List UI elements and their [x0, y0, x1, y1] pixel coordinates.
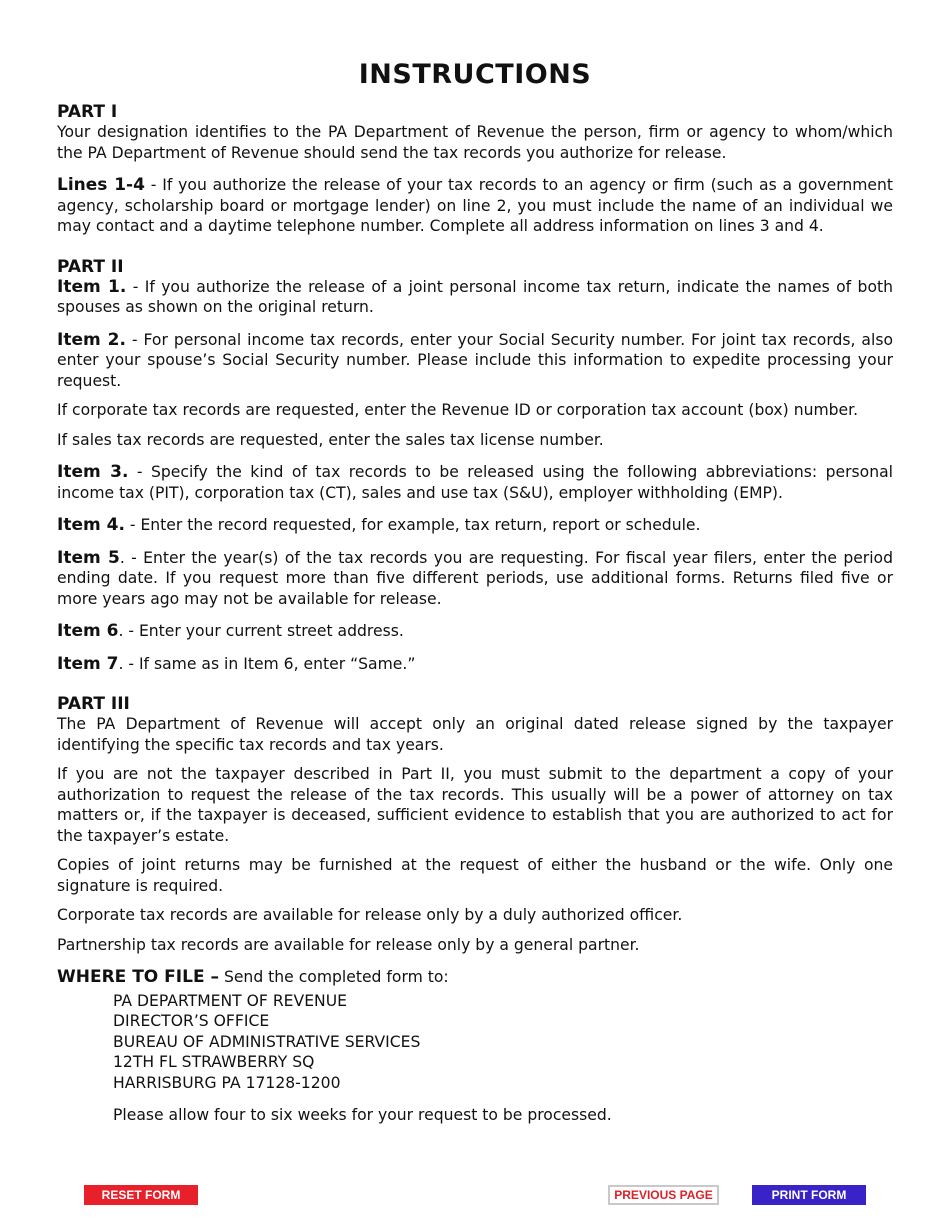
part3-paragraph: The PA Department of Revenue will accept only an original dated release signed by the taxpayer identifying the specific tax records and tax years.	[57, 715, 893, 754]
lines-label: Lines 1-4	[57, 175, 145, 195]
item-label: Item 3.	[57, 462, 129, 482]
item-7	[57, 654, 893, 675]
where-to-file-text: Send the completed form to:	[218, 968, 449, 986]
item-3	[57, 462, 893, 503]
item-6	[57, 621, 893, 642]
previous-page-button[interactable]: PREVIOUS PAGE	[608, 1185, 719, 1205]
item-text: . - If same as in Item 6, enter “Same.”	[118, 654, 416, 673]
part3-paragraph: Copies of joint returns may be furnished at the request of either the husband or the wife. Only one signature is required.	[57, 856, 893, 895]
item-2	[57, 330, 893, 392]
lines-text: - If you authorize the release of your tax records to an agency or firm (such as a government agency, scholarship board or mortgage lender) on line 2, you must include the name of an individual we may contact and a daytime telephone number. Complete all address information on lines 3 and 4.	[57, 176, 894, 235]
address-line: DIRECTOR’S OFFICE	[113, 1012, 270, 1030]
reset-form-button[interactable]: RESET FORM	[84, 1185, 198, 1205]
part3-paragraph: If you are not the taxpayer described in Part II, you must submit to the department a copy of your authorization to request the release of the tax records. This usually will be a power of attorney on tax matters or, if the taxpayer is deceased, sufficient evidence to establish that you are authorized to act for the taxpayer’s estate.	[57, 765, 893, 845]
where-to-file	[57, 967, 893, 988]
part1-heading: PART I	[57, 102, 118, 122]
part1-lines	[57, 175, 893, 237]
address-line: 12TH FL STRAWBERRY SQ	[113, 1053, 315, 1071]
item-text: - If you authorize the release of a joint personal income tax return, indicate the names of both spouses as shown on the original return.	[57, 277, 893, 316]
item-text: - Specify the kind of tax records to be released using the following abbreviations: personal income tax (PIT), corporation tax (CT), sales and use tax (S&U), employer withholding (EMP).	[57, 463, 893, 502]
part3-heading: PART III	[57, 694, 130, 714]
item-text: - Enter the record requested, for example, tax return, report or schedule.	[124, 516, 701, 534]
processing-note: Please allow four to six weeks for your request to be processed.	[113, 1106, 612, 1124]
where-to-file-label: WHERE TO FILE –	[57, 967, 219, 987]
item-label: Item 6	[57, 621, 119, 641]
item-text: If corporate tax records are requested, enter the Revenue ID or corporation tax account (box) number.	[57, 401, 859, 419]
item-1	[57, 277, 893, 318]
instructions-page	[57, 58, 893, 1126]
item-text: . - Enter your current street address.	[118, 622, 404, 640]
address-line: BUREAU OF ADMINISTRATIVE SERVICES	[113, 1032, 421, 1051]
item-label: Item 2.	[57, 329, 126, 350]
part3-paragraph: Partnership tax records are available for release only by a general partner.	[57, 935, 640, 954]
part2-heading: PART II	[57, 256, 124, 277]
item-2-sales	[57, 430, 893, 451]
item-5	[57, 548, 893, 610]
address-line: HARRISBURG PA 17128-1200	[113, 1073, 341, 1092]
page-title: INSTRUCTIONS	[358, 59, 592, 90]
item-4	[57, 515, 893, 536]
item-label: Item 4.	[57, 515, 125, 535]
part1-intro: Your designation identifies to the PA Department of Revenue the person, firm or agency to whom/which the PA Department of Revenue should send the tax records you authorize for release.	[57, 123, 893, 162]
mailing-address	[113, 991, 893, 1094]
address-line: PA DEPARTMENT OF REVENUE	[113, 991, 347, 1010]
print-form-button[interactable]: PRINT FORM	[752, 1185, 866, 1205]
part3-paragraph: Corporate tax records are available for release only by a duly authorized officer.	[57, 906, 683, 924]
item-label: Item 5	[57, 547, 120, 568]
item-text: . - Enter the year(s) of the tax records you are requesting. For fiscal year filers, enter the period ending date. If you request more than five different periods, use additional forms. Returns filed five or more years ago may not be available for release.	[57, 548, 893, 608]
item-label: Item 7	[57, 653, 119, 674]
item-label: Item 1.	[57, 276, 127, 297]
item-2-corporate	[57, 400, 893, 421]
item-text: If sales tax records are requested, enter the sales tax license number.	[57, 430, 604, 449]
item-text: - For personal income tax records, enter your Social Security number. For joint tax records, also enter your spouse’s Social Security number. Please include this information to expedite processing your request.	[57, 330, 893, 390]
